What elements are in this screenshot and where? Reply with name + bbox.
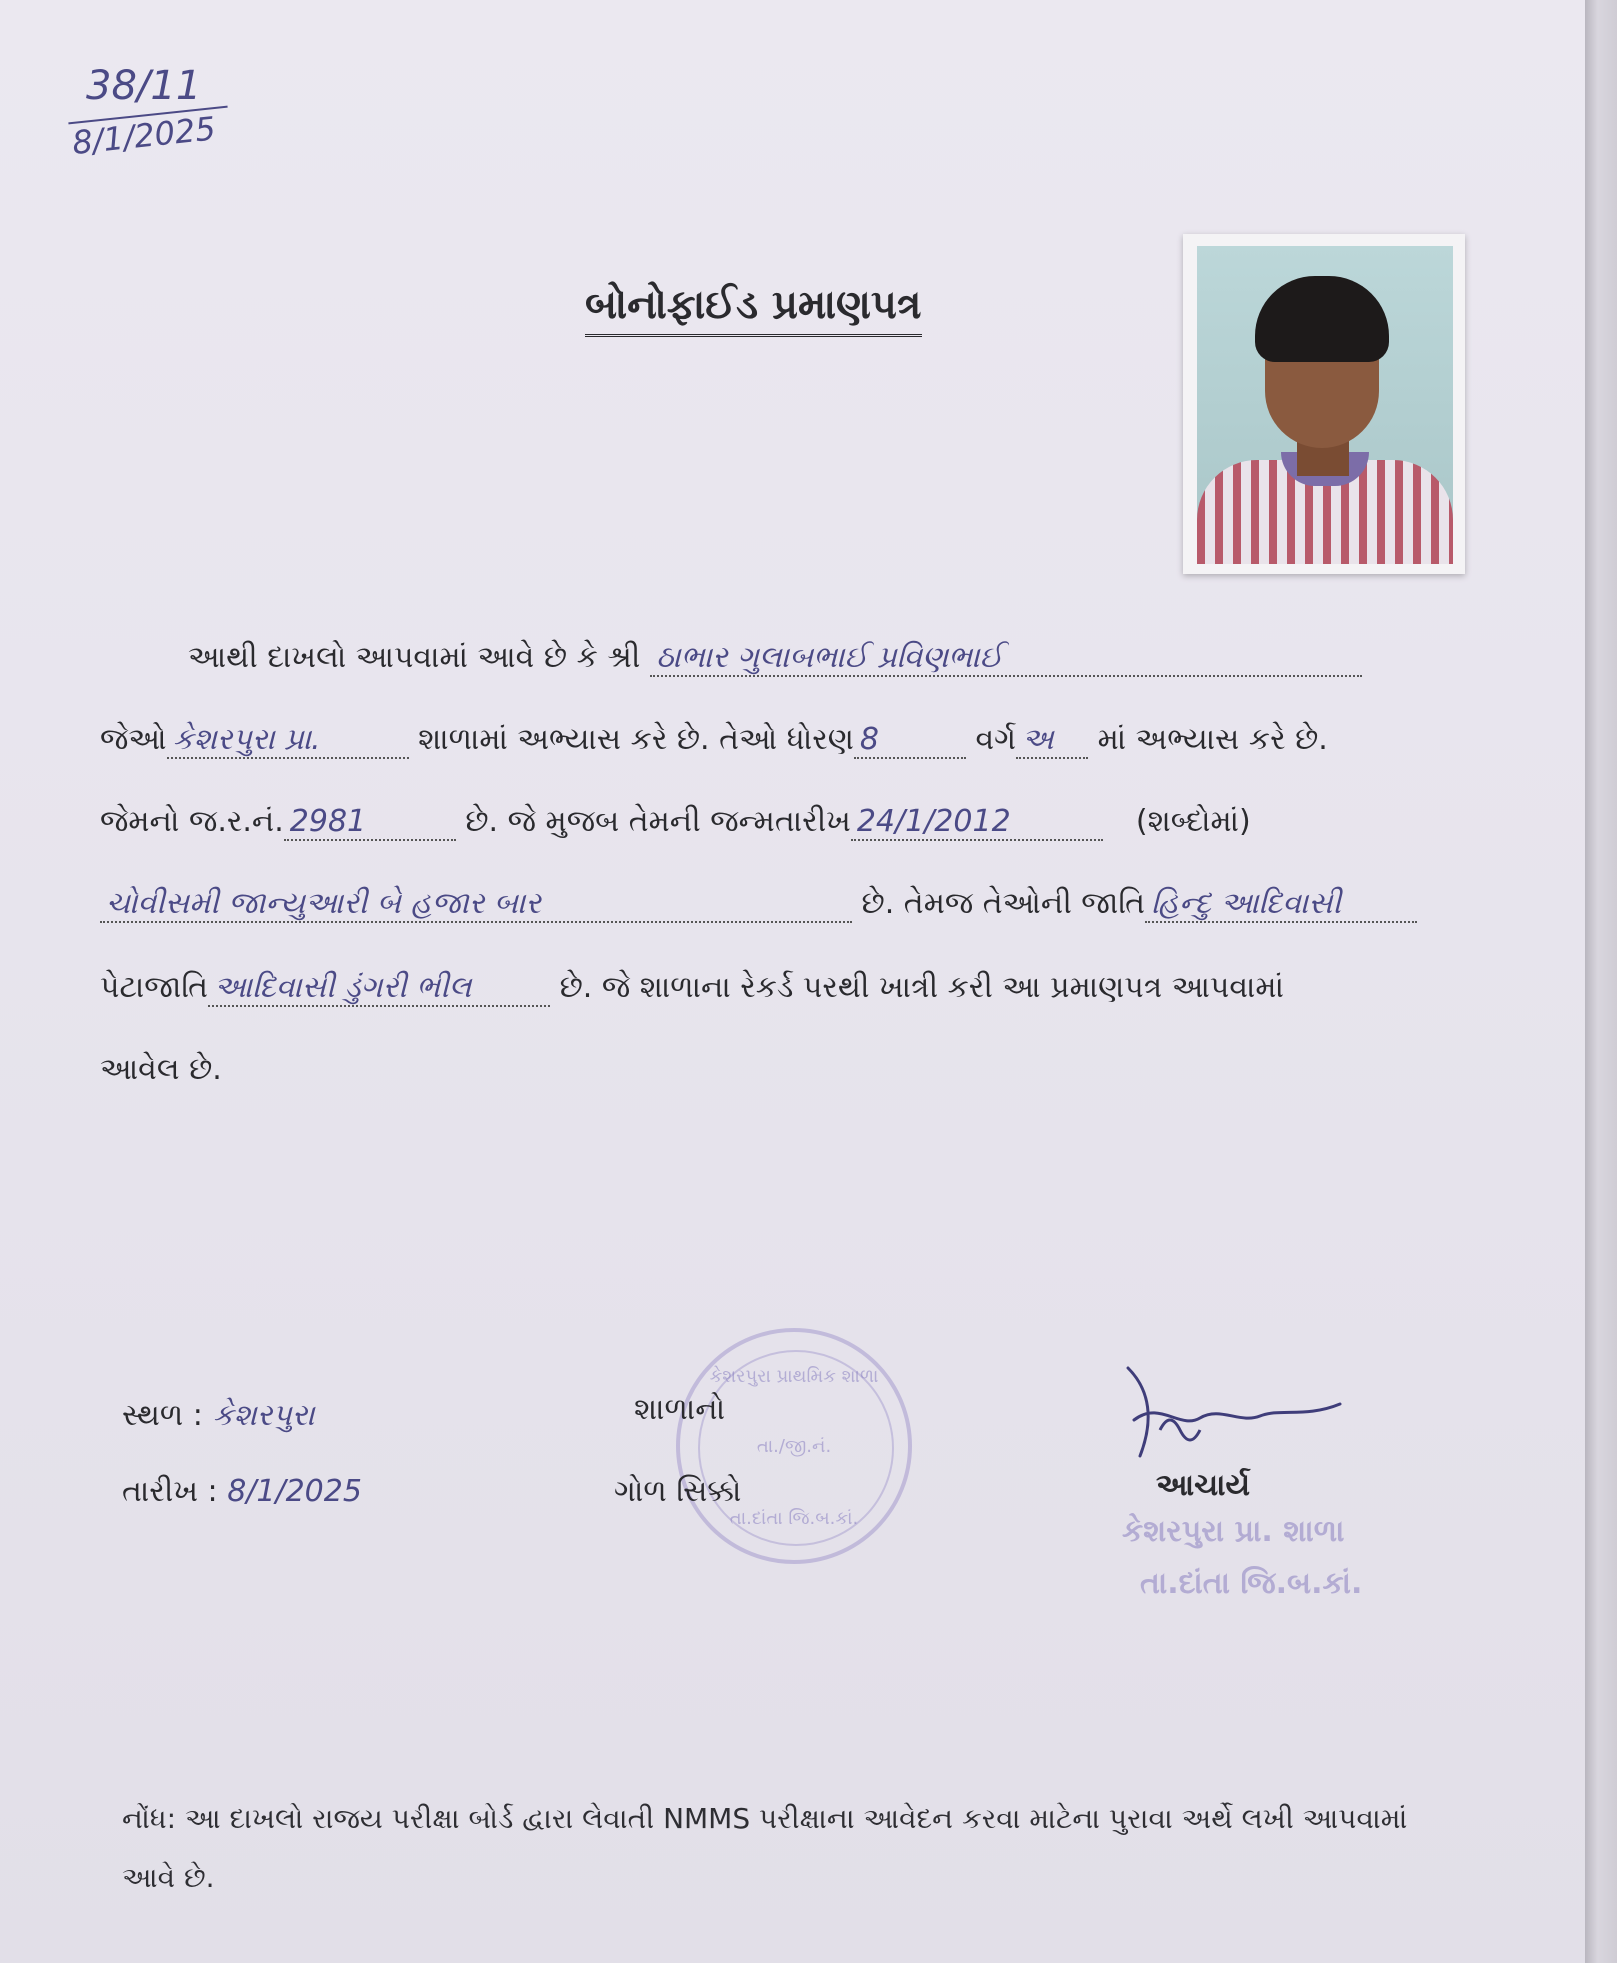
- seal-text-mid: તા./જી.નં.: [756, 1436, 832, 1457]
- inward-date: 8/1/2025: [70, 109, 218, 163]
- caste-field: હિન્દુ આદિવાસી: [1145, 886, 1417, 923]
- page-title: બોનોફાઈડ પ્રમાણપત્ર: [585, 282, 922, 337]
- photo-image: [1197, 246, 1453, 564]
- sub-caste-field: આદિવાસી ડુંગરી ભીલ: [208, 970, 550, 1007]
- inward-number: 38/11: [86, 63, 202, 109]
- division-field: અ: [1016, 722, 1088, 759]
- school-stamp-line-1: કેશરપુરા પ્રા. શાળા: [1122, 1514, 1345, 1549]
- photo-hair: [1255, 276, 1389, 362]
- line-3-text-b: છે. જે મુજબ તેમની જન્મતારીખ: [465, 804, 851, 839]
- line-2-text-d: માં અભ્યાસ કરે છે.: [1097, 722, 1328, 757]
- line-6: [100, 1052, 222, 1087]
- seal-label-1: શાળાનો: [634, 1392, 726, 1427]
- line-2: [100, 722, 1328, 759]
- date-value: 8/1/2025: [227, 1474, 362, 1509]
- student-photo: [1183, 234, 1465, 574]
- birth-date-words-field: ચોવીસમી જાન્યુઆરી બે હજાર બાર: [100, 886, 852, 923]
- line-3-text-c: (શબ્દોમાં): [1135, 804, 1251, 839]
- seal-text-top: કેશરપુરા પ્રાથમિક શાળા: [709, 1366, 879, 1387]
- line-3: [100, 804, 1251, 841]
- line-2-text-a: જેઓ: [100, 722, 167, 757]
- register-number-field: 2981: [284, 804, 456, 841]
- place-label: સ્થળ :: [122, 1398, 203, 1433]
- line-3-text-a: જેમનો જ.ર.નં.: [100, 804, 284, 839]
- line-6-text: આવેલ છે.: [100, 1052, 222, 1087]
- paper-edge: [1585, 0, 1617, 1963]
- seal-label-2: ગોળ સિક્કો: [614, 1474, 742, 1509]
- principal-label: આચાર્ય: [1156, 1468, 1251, 1503]
- line-2-text-c: વર્ગ: [975, 722, 1017, 757]
- student-name-field: ઠાભાર ગુલાબભાઈ પ્રવિણભાઈ: [650, 640, 1362, 677]
- inward-number-note: [70, 62, 228, 163]
- line-5-text-b: છે. જે શાળાના રેકર્ડ પરથી ખાત્રી કરી આ પ્રમાણપત્ર આપવામાં: [559, 970, 1284, 1005]
- birth-date-field: 24/1/2012: [851, 804, 1103, 841]
- round-seal: [676, 1328, 912, 1564]
- line-1: [188, 640, 1362, 677]
- place-row: [122, 1398, 315, 1433]
- principal-signature: [1120, 1360, 1350, 1470]
- date-row: [122, 1474, 362, 1509]
- date-label: તારીખ :: [122, 1474, 218, 1509]
- place-value: કેશરપુરા: [212, 1398, 315, 1433]
- seal-text-bottom: તા.દાંતા જિ.બ.કાં.: [729, 1508, 859, 1529]
- line-5-text-a: પેટાજાતિ: [100, 970, 209, 1005]
- school-stamp-line-2: તા.દાંતા જિ.બ.કાં.: [1140, 1566, 1363, 1601]
- note-text: નોંધ: આ દાખલો રાજય પરીક્ષા બોર્ડ દ્વારા લેવાતી NMMS પરીક્ષાના આવેદન કરવા માટેના પુરાવા અર્થે લખી આપવામાં આવે છે.: [122, 1802, 1408, 1894]
- line-2-text-b: શાળામાં અભ્યાસ કરે છે. તેઓ ધોરણ: [418, 722, 854, 757]
- school-name-field: કેશરપુરા પ્રા.: [167, 722, 409, 759]
- line-1-text: આથી દાખલો આપવામાં આવે છે કે શ્રી: [188, 640, 641, 675]
- line-5: [100, 970, 1284, 1007]
- line-4-text-b: છે. તેમજ તેઓની જાતિ: [861, 886, 1146, 921]
- standard-field: 8: [854, 722, 966, 759]
- line-4: [100, 886, 1417, 923]
